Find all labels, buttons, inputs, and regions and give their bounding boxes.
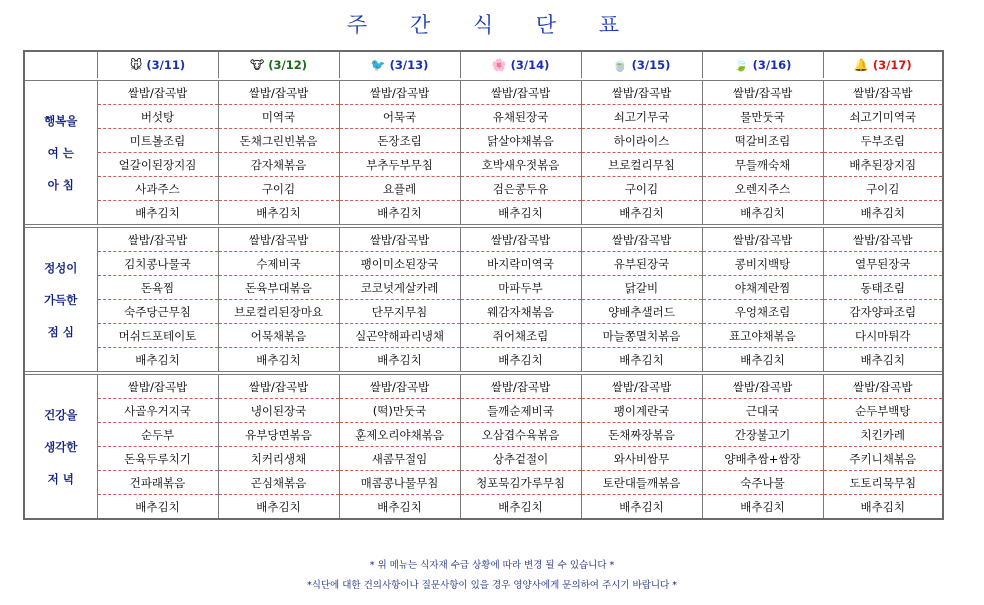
menu-item: 버섯탕 bbox=[97, 105, 218, 129]
menu-item: 구이김 bbox=[218, 177, 339, 201]
menu-item: 쌀밥/잡곡밥 bbox=[97, 81, 218, 105]
bell-icon: 🔔 bbox=[853, 58, 869, 72]
menu-item: 마파두부 bbox=[460, 276, 581, 300]
menu-item: 유채된장국 bbox=[460, 105, 581, 129]
menu-item: 우엉채조림 bbox=[702, 300, 823, 324]
menu-item: 쌀밥/잡곡밥 bbox=[460, 375, 581, 399]
menu-item: 팽이계란국 bbox=[581, 399, 702, 423]
menu-item: 쌀밥/잡곡밥 bbox=[581, 81, 702, 105]
menu-row bbox=[24, 228, 943, 252]
meal-label-line: 건강을 bbox=[44, 407, 78, 422]
menu-item: 냉이된장국 bbox=[218, 399, 339, 423]
menu-item: 숙주당근무침 bbox=[97, 300, 218, 324]
menu-item: 쌀밥/잡곡밥 bbox=[339, 375, 460, 399]
menu-item: 어묵국 bbox=[339, 105, 460, 129]
menu-item: 배추김치 bbox=[702, 348, 823, 372]
day-label: (3/15) bbox=[631, 58, 671, 72]
menu-item: 곤심채볶음 bbox=[218, 471, 339, 495]
menu-item: 새콤무절임 bbox=[339, 447, 460, 471]
menu-item: 배추김치 bbox=[339, 495, 460, 520]
menu-item: 열무된장국 bbox=[823, 252, 943, 276]
menu-item: 돈채그린빈볶음 bbox=[218, 129, 339, 153]
meal-label-line: 저 녁 bbox=[47, 471, 74, 486]
menu-item: 구이김 bbox=[581, 177, 702, 201]
meal-label-line: 생각한 bbox=[44, 439, 78, 454]
menu-item: 어묵채볶음 bbox=[218, 324, 339, 348]
menu-item: 돈육부대볶음 bbox=[218, 276, 339, 300]
menu-item: (떡)만둣국 bbox=[339, 399, 460, 423]
menu-item: 쥐어채조림 bbox=[460, 324, 581, 348]
menu-row bbox=[24, 177, 943, 201]
menu-item: 쇠고기미역국 bbox=[823, 105, 943, 129]
meal-label-line: 아 침 bbox=[47, 177, 74, 192]
meal-label-line: 정성이 bbox=[44, 260, 78, 275]
menu-item: 감자양파조림 bbox=[823, 300, 943, 324]
meal-label bbox=[24, 228, 97, 372]
day-header bbox=[702, 51, 823, 78]
menu-item: 숙주나물 bbox=[702, 471, 823, 495]
day-label: (3/12) bbox=[268, 58, 307, 72]
day-label: (3/14) bbox=[510, 58, 550, 72]
menu-item: 치커리생채 bbox=[218, 447, 339, 471]
menu-row bbox=[24, 201, 943, 225]
menu-item: 콩비지백탕 bbox=[702, 252, 823, 276]
menu-row bbox=[24, 153, 943, 177]
meal-label bbox=[24, 375, 97, 520]
menu-row bbox=[24, 105, 943, 129]
day-label: (3/13) bbox=[389, 58, 429, 72]
menu-item: 쌀밥/잡곡밥 bbox=[702, 228, 823, 252]
menu-item: 브로컬리된장마요 bbox=[218, 300, 339, 324]
menu-item: 돈육두루치기 bbox=[97, 447, 218, 471]
menu-item: 요플레 bbox=[339, 177, 460, 201]
menu-row bbox=[24, 348, 943, 372]
flower-icon: 🌸 bbox=[491, 58, 507, 72]
menu-item: 순두부백탕 bbox=[823, 399, 943, 423]
menu-item: 배추김치 bbox=[823, 201, 943, 225]
menu-item: 배추김치 bbox=[218, 495, 339, 520]
menu-item: 오렌지주스 bbox=[702, 177, 823, 201]
menu-item: 배추된장지짐 bbox=[823, 153, 943, 177]
menu-item: 배추김치 bbox=[218, 201, 339, 225]
menu-item: 쇠고기무국 bbox=[581, 105, 702, 129]
meal-label-line: 가득한 bbox=[44, 292, 78, 307]
menu-item: 미트볼조림 bbox=[97, 129, 218, 153]
menu-item: 근대국 bbox=[702, 399, 823, 423]
menu-item: 쌀밥/잡곡밥 bbox=[581, 375, 702, 399]
menu-item: 건파래볶음 bbox=[97, 471, 218, 495]
meal-label-line: 점 심 bbox=[47, 324, 74, 339]
menu-item: 머쉬드포테이토 bbox=[97, 324, 218, 348]
menu-item: 쌀밥/잡곡밥 bbox=[823, 81, 943, 105]
menu-item: 떡갈비조림 bbox=[702, 129, 823, 153]
menu-item: 동태조림 bbox=[823, 276, 943, 300]
menu-item: 훈제오리야채볶음 bbox=[339, 423, 460, 447]
menu-item: 도토리묵무침 bbox=[823, 471, 943, 495]
menu-item: 오삼겹수육볶음 bbox=[460, 423, 581, 447]
menu-item: 쌀밥/잡곡밥 bbox=[339, 228, 460, 252]
menu-item: 다시마튀각 bbox=[823, 324, 943, 348]
day-header bbox=[460, 51, 581, 78]
menu-item: 배추김치 bbox=[702, 495, 823, 520]
menu-item: 쌀밥/잡곡밥 bbox=[97, 375, 218, 399]
menu-item: 주키니채볶음 bbox=[823, 447, 943, 471]
menu-change-note: * 위 메뉴는 식자재 수급 상황에 따라 변경 될 수 있습니다 * bbox=[369, 560, 615, 571]
menu-item: 브로컬리무침 bbox=[581, 153, 702, 177]
menu-item: 쌀밥/잡곡밥 bbox=[460, 81, 581, 105]
menu-item: 간장불고기 bbox=[702, 423, 823, 447]
menu-item: 돈육찜 bbox=[97, 276, 218, 300]
menu-item: 사골우거지국 bbox=[97, 399, 218, 423]
day-header bbox=[581, 51, 702, 78]
day-header bbox=[97, 51, 218, 78]
menu-item: 팽이미소된장국 bbox=[339, 252, 460, 276]
menu-item: 배추김치 bbox=[460, 495, 581, 520]
menu-row bbox=[24, 324, 943, 348]
menu-item: 표고야채볶음 bbox=[702, 324, 823, 348]
day-label: (3/11) bbox=[146, 58, 186, 72]
menu-item: 감자채볶음 bbox=[218, 153, 339, 177]
menu-item: 구이김 bbox=[823, 177, 943, 201]
menu-item: 하이라이스 bbox=[581, 129, 702, 153]
menu-item: 쌀밥/잡곡밥 bbox=[823, 375, 943, 399]
menu-item: 야채계란찜 bbox=[702, 276, 823, 300]
menu-item: 배추김치 bbox=[460, 201, 581, 225]
menu-item: 검은콩두유 bbox=[460, 177, 581, 201]
menu-item: 쌀밥/잡곡밥 bbox=[218, 81, 339, 105]
weekly-menu-table bbox=[23, 50, 944, 520]
menu-item: 돈장조림 bbox=[339, 129, 460, 153]
menu-item: 상추겉절이 bbox=[460, 447, 581, 471]
menu-item: 물만둣국 bbox=[702, 105, 823, 129]
menu-item: 쌀밥/잡곡밥 bbox=[97, 228, 218, 252]
menu-item: 양배추샐러드 bbox=[581, 300, 702, 324]
menu-row bbox=[24, 495, 943, 520]
menu-item: 미역국 bbox=[218, 105, 339, 129]
menu-item: 순두부 bbox=[97, 423, 218, 447]
menu-item: 부추두부무침 bbox=[339, 153, 460, 177]
menu-item: 닭갈비 bbox=[581, 276, 702, 300]
menu-item: 청포묵김가루무침 bbox=[460, 471, 581, 495]
menu-item: 쌀밥/잡곡밥 bbox=[702, 81, 823, 105]
menu-item: 쌀밥/잡곡밥 bbox=[218, 375, 339, 399]
menu-row bbox=[24, 423, 943, 447]
day-header bbox=[218, 51, 339, 78]
bird-icon: 🐦 bbox=[370, 58, 386, 72]
menu-item: 코코넛게살카레 bbox=[339, 276, 460, 300]
menu-item: 마늘쫑멸치볶음 bbox=[581, 324, 702, 348]
menu-item: 실곤약해파리냉채 bbox=[339, 324, 460, 348]
header-corner bbox=[24, 51, 97, 78]
menu-item: 배추김치 bbox=[97, 201, 218, 225]
menu-item: 유부당면볶음 bbox=[218, 423, 339, 447]
page-title: 주 간 식 단 표 bbox=[346, 13, 638, 37]
menu-row bbox=[24, 276, 943, 300]
menu-item: 유부된장국 bbox=[581, 252, 702, 276]
menu-item: 사과주스 bbox=[97, 177, 218, 201]
menu-item: 배추김치 bbox=[581, 495, 702, 520]
menu-item: 들깨순제비국 bbox=[460, 399, 581, 423]
menu-item: 배추김치 bbox=[97, 348, 218, 372]
menu-item: 치킨카레 bbox=[823, 423, 943, 447]
menu-item: 쌀밥/잡곡밥 bbox=[339, 81, 460, 105]
day-header bbox=[339, 51, 460, 78]
menu-item: 배추김치 bbox=[460, 348, 581, 372]
menu-item: 배추김치 bbox=[339, 201, 460, 225]
menu-item: 무들깨숙채 bbox=[702, 153, 823, 177]
day-label: (3/16) bbox=[752, 58, 792, 72]
rat-icon: 🐭 bbox=[129, 58, 143, 72]
cup-icon: 🍵 bbox=[612, 58, 628, 72]
menu-row bbox=[24, 252, 943, 276]
menu-item: 배추김치 bbox=[823, 495, 943, 520]
menu-item: 김치콩나물국 bbox=[97, 252, 218, 276]
menu-item: 돈채짜장볶음 bbox=[581, 423, 702, 447]
menu-row bbox=[24, 81, 943, 105]
menu-item: 닭살야채볶음 bbox=[460, 129, 581, 153]
meal-label-line: 행복을 bbox=[44, 113, 78, 128]
menu-row bbox=[24, 129, 943, 153]
menu-row bbox=[24, 375, 943, 399]
menu-item: 얼갈이된장지짐 bbox=[97, 153, 218, 177]
menu-item: 단무지무침 bbox=[339, 300, 460, 324]
menu-item: 쌀밥/잡곡밥 bbox=[581, 228, 702, 252]
menu-item: 쌀밥/잡곡밥 bbox=[702, 375, 823, 399]
menu-item: 배추김치 bbox=[702, 201, 823, 225]
menu-item: 바지락미역국 bbox=[460, 252, 581, 276]
menu-item: 배추김치 bbox=[218, 348, 339, 372]
leaf-icon: 🍃 bbox=[733, 58, 749, 72]
menu-item: 배추김치 bbox=[823, 348, 943, 372]
day-label: (3/17) bbox=[872, 58, 912, 72]
menu-item: 쌀밥/잡곡밥 bbox=[460, 228, 581, 252]
menu-item: 쌀밥/잡곡밥 bbox=[218, 228, 339, 252]
menu-item: 배추김치 bbox=[339, 348, 460, 372]
menu-item: 양배추쌈+쌈장 bbox=[702, 447, 823, 471]
meal-label bbox=[24, 81, 97, 225]
menu-item: 수제비국 bbox=[218, 252, 339, 276]
menu-item: 매콤콩나물무침 bbox=[339, 471, 460, 495]
menu-item: 배추김치 bbox=[581, 201, 702, 225]
menu-item: 토란대들깨볶음 bbox=[581, 471, 702, 495]
meal-label-line: 여 는 bbox=[47, 145, 74, 160]
menu-item: 호박새우젓볶음 bbox=[460, 153, 581, 177]
menu-row bbox=[24, 300, 943, 324]
menu-item: 두부조림 bbox=[823, 129, 943, 153]
ox-icon: 🐮 bbox=[250, 58, 265, 72]
menu-row bbox=[24, 471, 943, 495]
menu-item: 웨감자채볶음 bbox=[460, 300, 581, 324]
menu-item: 배추김치 bbox=[581, 348, 702, 372]
menu-item: 쌀밥/잡곡밥 bbox=[823, 228, 943, 252]
menu-row bbox=[24, 399, 943, 423]
menu-item: 배추김치 bbox=[97, 495, 218, 520]
inquiry-note: *식단에 대한 건의사항이나 질문사항이 있을 경우 영양사에게 문의하여 주시기 바랍니다 * bbox=[306, 580, 678, 591]
menu-item: 와사비쌈무 bbox=[581, 447, 702, 471]
day-header bbox=[823, 51, 943, 78]
menu-row bbox=[24, 447, 943, 471]
